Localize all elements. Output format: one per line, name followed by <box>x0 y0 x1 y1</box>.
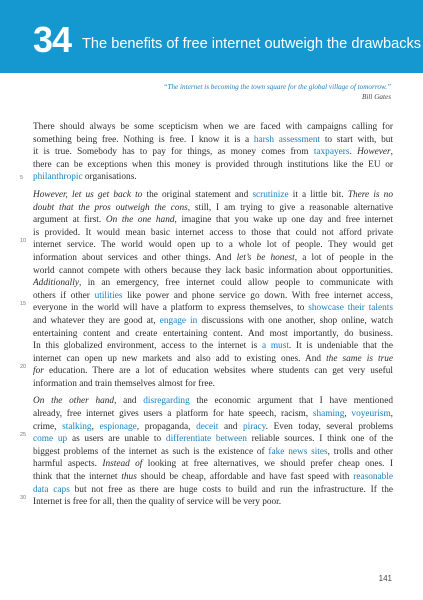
text-segment: , <box>390 409 393 420</box>
line-number: 15 <box>20 301 27 307</box>
text-line <box>33 395 393 408</box>
epigraph-author: Bill Gates <box>362 93 391 101</box>
highlighted-phrase: piracy <box>243 421 266 432</box>
line-number: 10 <box>20 238 27 244</box>
text-line <box>33 471 393 484</box>
text-line <box>33 433 393 446</box>
line-number: 5 <box>20 175 24 181</box>
chapter-header-banner <box>0 0 423 73</box>
text-line <box>33 365 393 378</box>
text-line <box>33 496 393 509</box>
text-segment: think that the internet <box>33 472 122 483</box>
italic-phrase: the same is true <box>326 353 393 364</box>
text-line <box>33 328 393 341</box>
text-segment: . It is undeniable that the <box>288 341 393 352</box>
text-segment: , trolls and other <box>327 446 393 457</box>
epigraph-text: “The internet is becoming the town square for the global village of tomorrow.” <box>163 83 391 91</box>
highlighted-phrase: a must <box>261 341 289 352</box>
text-segment: and <box>218 421 244 432</box>
text-segment: , <box>91 421 100 432</box>
text-segment: There should always be some scepticism when we are faced with campaigns calling for <box>33 122 393 132</box>
italic-phrase: There is no <box>347 189 393 200</box>
text-line <box>33 353 393 366</box>
highlighted-phrase: harsh assessment <box>253 134 321 145</box>
highlighted-phrase: utilities <box>94 290 123 301</box>
text-segment: discussions with one another, shop online, watch <box>197 315 393 326</box>
text-line <box>33 239 393 252</box>
line-number: 25 <box>20 432 27 438</box>
text-segment: like power and phone service go down. With free internet access, <box>122 290 393 301</box>
italic-phrase: let’s be honest <box>236 252 295 263</box>
text-segment: there can be exceptions when this money is provided through institutions like the EU or <box>33 159 393 170</box>
text-segment: and whatever they are good at, <box>33 315 160 326</box>
text-segment: the economic argument that I have mentioned <box>189 396 393 407</box>
italic-phrase: Instead of <box>102 459 143 470</box>
text-segment: to start with, but <box>320 134 393 145</box>
text-segment: biggest problems of the internet as such is the existence of <box>33 446 269 457</box>
highlighted-phrase: come up <box>33 434 68 445</box>
text-segment: , still, I am trying to give a reasonable alternative <box>187 202 393 213</box>
text-line <box>33 214 393 227</box>
italic-phrase: On the one hand <box>105 215 175 226</box>
text-segment: others if other <box>33 290 95 301</box>
line-number: 20 <box>20 364 27 370</box>
italic-phrase: thus <box>121 472 137 483</box>
italic-phrase: for <box>33 366 44 377</box>
text-segment: should be cheap, affordable and have fast speed with <box>136 472 354 483</box>
text-line <box>33 277 393 290</box>
highlighted-phrase: engage in <box>159 315 198 326</box>
text-segment: . Even today, several problems <box>265 421 393 432</box>
text-segment: , <box>344 409 352 420</box>
text-segment: internet service. The world would open up to a whole lot of people. They would get <box>33 240 393 251</box>
text-segment: organisations. <box>82 172 137 183</box>
text-line <box>33 121 393 134</box>
text-line <box>33 159 393 172</box>
italic-phrase: Additionally <box>33 278 79 289</box>
text-segment: , propaganda, <box>136 421 197 432</box>
text-segment: information and train themselves almost for free. <box>33 378 216 389</box>
italic-phrase: On the other hand <box>33 396 115 407</box>
italic-phrase: However, let us get back to <box>33 189 143 200</box>
text-segment: as users are unable to <box>67 434 166 445</box>
line-number: 30 <box>20 495 27 501</box>
chapter-number: 34 <box>33 19 72 60</box>
text-line <box>33 315 393 328</box>
text-line <box>33 290 393 303</box>
text-line <box>33 227 393 240</box>
text-line <box>33 421 393 434</box>
text-line <box>33 134 393 147</box>
text-segment: argument at first. <box>33 215 106 226</box>
italic-phrase: However <box>357 147 391 158</box>
text-line <box>33 378 393 391</box>
text-segment: it a little bit. <box>288 189 348 200</box>
text-segment: crime, <box>33 421 63 432</box>
text-line <box>33 265 393 278</box>
text-line <box>33 189 393 202</box>
highlighted-phrase: reasonable <box>353 472 393 483</box>
text-line <box>33 408 393 421</box>
highlighted-phrase: data caps <box>33 484 70 495</box>
highlighted-phrase: shaming <box>312 409 345 420</box>
text-segment: . <box>349 147 358 158</box>
highlighted-phrase: taxpayers <box>313 147 350 158</box>
italic-phrase: doubt that the pros outweigh the cons <box>33 202 188 213</box>
text-line <box>33 202 393 215</box>
text-segment: , imagine that you wake up one day and free internet <box>174 215 393 226</box>
text-segment: it is true. Somebody has to pay for things, as money comes from <box>33 147 314 158</box>
text-segment: reliable sources. I think one of the <box>246 434 393 445</box>
text-segment: something being free. Nothing is free. I know it is a <box>33 134 254 145</box>
highlighted-phrase: espionage <box>99 421 137 432</box>
highlighted-phrase: stalking <box>62 421 92 432</box>
text-line <box>33 458 393 471</box>
text-segment: already, free internet gives users a platform for hate speech, racism, <box>33 409 313 420</box>
highlighted-phrase: showcase their talents <box>308 303 393 314</box>
epigraph <box>163 82 391 102</box>
text-segment: internet can open up new markets and also add to existing ones. And <box>33 353 327 364</box>
highlighted-phrase: deceit <box>196 421 219 432</box>
text-segment: harmful aspects. <box>33 459 103 470</box>
text-line <box>33 171 393 184</box>
text-segment: In this globalized environment, access to the internet is <box>33 341 262 352</box>
highlighted-phrase: fake news sites <box>268 446 328 457</box>
chapter-title: The benefits of free internet outweigh the drawbacks <box>82 36 422 52</box>
highlighted-phrase: disregarding <box>143 396 190 407</box>
text-line <box>33 446 393 459</box>
text-segment: , a lot of people in the <box>294 252 394 263</box>
text-segment: information about services and other things. And <box>33 252 237 263</box>
text-line <box>33 484 393 497</box>
text-segment: looking at free alternatives, we should prefer cheap ones. I <box>142 459 393 470</box>
text-line <box>33 252 393 265</box>
page-number: 141 <box>378 574 392 583</box>
text-segment: , in an emergency, free internet could allow people to communicate with <box>78 278 393 289</box>
text-segment: entertaining content and create entertaining content. And most importantly, do business. <box>33 328 393 339</box>
highlighted-phrase: scrutinize <box>252 189 289 200</box>
essay-body <box>33 121 393 509</box>
text-line <box>33 146 393 159</box>
highlighted-phrase: voyeurism <box>351 409 391 420</box>
text-segment: world cannot compete with others because they lack basic information about opportunities. <box>33 265 393 276</box>
text-segment: the original statement and <box>142 189 253 200</box>
text-segment: Internet is free for all, then the quality of service will be very poor. <box>33 497 282 508</box>
highlighted-phrase: differentiate between <box>165 434 247 445</box>
text-segment: but not free as there are huge costs to build and run the infrastructure. If the <box>69 484 393 495</box>
text-segment: education. There are a lot of education websites where students can get very useful <box>43 366 393 377</box>
text-segment: everyone in the world will have a platform to express themselves, to <box>33 303 309 314</box>
text-segment: , and <box>114 396 144 407</box>
highlighted-phrase: philanthropic <box>33 172 83 183</box>
text-segment: , <box>390 147 393 158</box>
text-segment: is provided. It would mean basic internet access to those that could not afford private <box>33 227 393 238</box>
text-line <box>33 340 393 353</box>
text-line <box>33 302 393 315</box>
